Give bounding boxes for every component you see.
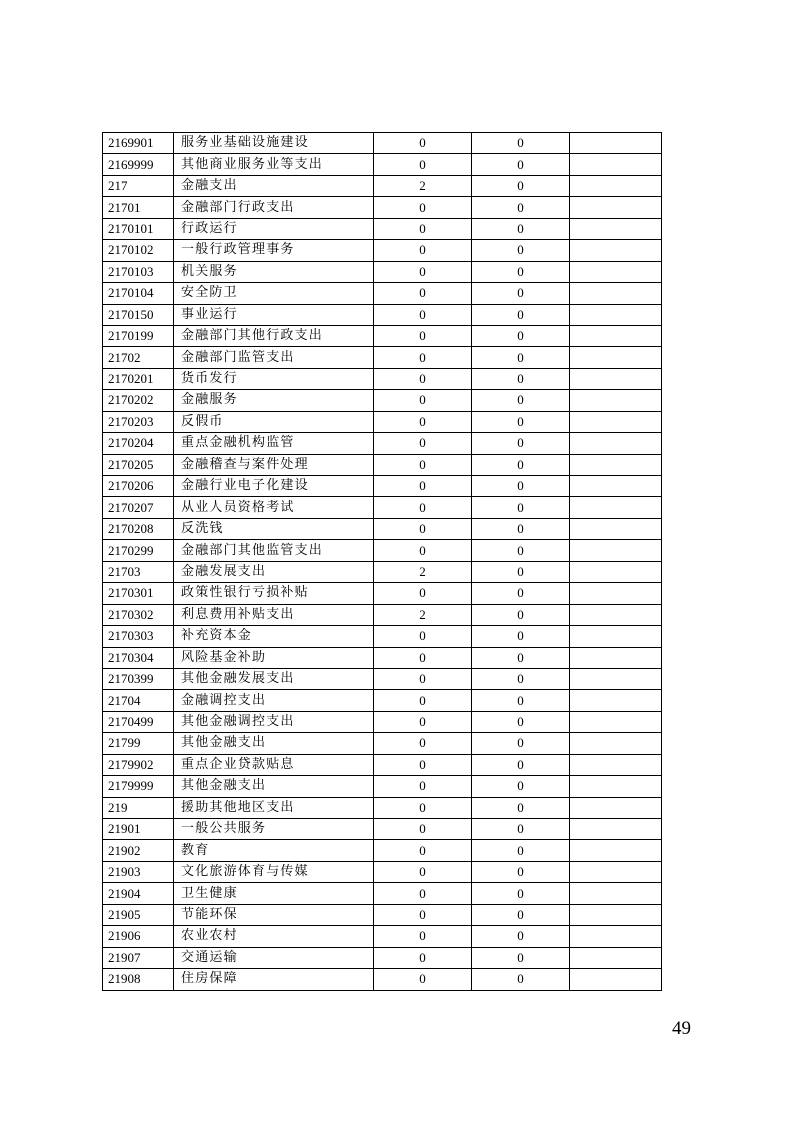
table-row	[103, 240, 662, 261]
cell-value-2: 0	[472, 583, 570, 604]
cell-value-2: 0	[472, 604, 570, 625]
cell-note	[570, 947, 662, 968]
cell-value-2: 0	[472, 218, 570, 239]
cell-value-1: 2	[374, 561, 472, 582]
table-row	[103, 904, 662, 925]
cell-name: 节能环保	[174, 904, 374, 925]
cell-name: 文化旅游体育与传媒	[174, 861, 374, 882]
table-row	[103, 347, 662, 368]
cell-value-2: 0	[472, 711, 570, 732]
cell-name: 其他金融调控支出	[174, 711, 374, 732]
cell-value-1: 2	[374, 175, 472, 196]
cell-value-2: 0	[472, 733, 570, 754]
cell-name: 一般公共服务	[174, 819, 374, 840]
cell-value-1: 0	[374, 390, 472, 411]
table-row	[103, 733, 662, 754]
cell-code: 2170206	[103, 476, 174, 497]
cell-name: 货币发行	[174, 368, 374, 389]
cell-note	[570, 583, 662, 604]
cell-note	[570, 476, 662, 497]
cell-value-2: 0	[472, 454, 570, 475]
cell-note	[570, 926, 662, 947]
cell-name: 金融部门其他监管支出	[174, 540, 374, 561]
cell-name: 其他商业服务业等支出	[174, 154, 374, 175]
cell-value-1: 0	[374, 861, 472, 882]
cell-name: 金融部门监管支出	[174, 347, 374, 368]
cell-note	[570, 883, 662, 904]
cell-code: 2170301	[103, 583, 174, 604]
cell-note	[570, 518, 662, 539]
table-row	[103, 926, 662, 947]
cell-value-1: 0	[374, 647, 472, 668]
budget-table-body	[103, 133, 662, 991]
cell-value-2: 0	[472, 368, 570, 389]
cell-note	[570, 754, 662, 775]
cell-code: 2170103	[103, 261, 174, 282]
cell-name: 卫生健康	[174, 883, 374, 904]
cell-value-1: 0	[374, 733, 472, 754]
cell-value-2: 0	[472, 690, 570, 711]
cell-value-1: 0	[374, 904, 472, 925]
cell-value-1: 0	[374, 840, 472, 861]
cell-value-1: 0	[374, 518, 472, 539]
cell-note	[570, 497, 662, 518]
table-row	[103, 433, 662, 454]
cell-note	[570, 175, 662, 196]
budget-table	[102, 132, 662, 991]
cell-name: 重点企业贷款贴息	[174, 754, 374, 775]
cell-note	[570, 411, 662, 432]
table-row	[103, 497, 662, 518]
cell-value-2: 0	[472, 197, 570, 218]
cell-value-1: 0	[374, 154, 472, 175]
cell-name: 安全防卫	[174, 283, 374, 304]
cell-name: 金融稽查与案件处理	[174, 454, 374, 475]
cell-value-1: 0	[374, 626, 472, 647]
cell-code: 2170204	[103, 433, 174, 454]
cell-code: 21799	[103, 733, 174, 754]
cell-name: 金融服务	[174, 390, 374, 411]
cell-name: 其他金融发展支出	[174, 668, 374, 689]
cell-value-2: 0	[472, 325, 570, 346]
cell-code: 2170205	[103, 454, 174, 475]
cell-name: 金融发展支出	[174, 561, 374, 582]
cell-note	[570, 240, 662, 261]
cell-value-1: 0	[374, 583, 472, 604]
cell-value-2: 0	[472, 647, 570, 668]
cell-value-2: 0	[472, 969, 570, 990]
cell-name: 行政运行	[174, 218, 374, 239]
table-row	[103, 797, 662, 818]
cell-note	[570, 604, 662, 625]
table-row	[103, 561, 662, 582]
table-row	[103, 883, 662, 904]
table-row	[103, 969, 662, 990]
table-row	[103, 175, 662, 196]
cell-code: 21704	[103, 690, 174, 711]
cell-value-1: 0	[374, 754, 472, 775]
cell-note	[570, 283, 662, 304]
table-row	[103, 626, 662, 647]
cell-value-1: 0	[374, 368, 472, 389]
cell-note	[570, 261, 662, 282]
cell-value-1: 0	[374, 411, 472, 432]
page-number: 49	[672, 1018, 691, 1039]
table-row	[103, 776, 662, 797]
table-row	[103, 218, 662, 239]
cell-value-1: 0	[374, 819, 472, 840]
cell-value-1: 0	[374, 797, 472, 818]
cell-value-2: 0	[472, 861, 570, 882]
cell-value-2: 0	[472, 411, 570, 432]
cell-code: 21902	[103, 840, 174, 861]
cell-note	[570, 797, 662, 818]
cell-code: 2170150	[103, 304, 174, 325]
cell-value-2: 0	[472, 154, 570, 175]
cell-note	[570, 154, 662, 175]
cell-value-1: 0	[374, 947, 472, 968]
cell-note	[570, 668, 662, 689]
table-row	[103, 604, 662, 625]
cell-value-2: 0	[472, 175, 570, 196]
table-row	[103, 947, 662, 968]
cell-value-1: 0	[374, 540, 472, 561]
cell-note	[570, 133, 662, 154]
cell-value-1: 0	[374, 197, 472, 218]
table-row	[103, 861, 662, 882]
table-row	[103, 840, 662, 861]
cell-value-1: 0	[374, 325, 472, 346]
cell-value-1: 0	[374, 668, 472, 689]
cell-code: 2169901	[103, 133, 174, 154]
cell-value-2: 0	[472, 497, 570, 518]
cell-value-2: 0	[472, 926, 570, 947]
cell-code: 2170304	[103, 647, 174, 668]
cell-name: 教育	[174, 840, 374, 861]
cell-note	[570, 325, 662, 346]
cell-name: 农业农村	[174, 926, 374, 947]
cell-value-1: 0	[374, 304, 472, 325]
cell-value-2: 0	[472, 283, 570, 304]
table-row	[103, 476, 662, 497]
cell-code: 2170207	[103, 497, 174, 518]
cell-value-2: 0	[472, 754, 570, 775]
cell-note	[570, 433, 662, 454]
cell-value-2: 0	[472, 668, 570, 689]
table-row	[103, 583, 662, 604]
cell-note	[570, 840, 662, 861]
cell-note	[570, 733, 662, 754]
table-row	[103, 819, 662, 840]
cell-value-1: 0	[374, 776, 472, 797]
table-row	[103, 261, 662, 282]
table-row	[103, 690, 662, 711]
cell-name: 金融部门行政支出	[174, 197, 374, 218]
cell-code: 2179902	[103, 754, 174, 775]
cell-code: 2170203	[103, 411, 174, 432]
table-row	[103, 668, 662, 689]
cell-name: 反假币	[174, 411, 374, 432]
table-row	[103, 283, 662, 304]
table-row	[103, 390, 662, 411]
cell-note	[570, 819, 662, 840]
cell-note	[570, 647, 662, 668]
cell-code: 21903	[103, 861, 174, 882]
cell-code: 21907	[103, 947, 174, 968]
cell-value-1: 0	[374, 969, 472, 990]
cell-value-2: 0	[472, 819, 570, 840]
cell-value-2: 0	[472, 883, 570, 904]
cell-code: 2170102	[103, 240, 174, 261]
table-row	[103, 454, 662, 475]
cell-value-1: 0	[374, 283, 472, 304]
cell-note	[570, 626, 662, 647]
cell-code: 2170199	[103, 325, 174, 346]
cell-note	[570, 561, 662, 582]
cell-value-1: 0	[374, 133, 472, 154]
cell-code: 2170302	[103, 604, 174, 625]
cell-code: 2170201	[103, 368, 174, 389]
cell-note	[570, 861, 662, 882]
table-row	[103, 154, 662, 175]
table-row	[103, 711, 662, 732]
cell-name: 反洗钱	[174, 518, 374, 539]
cell-value-1: 0	[374, 883, 472, 904]
cell-value-2: 0	[472, 947, 570, 968]
table-row	[103, 325, 662, 346]
cell-note	[570, 390, 662, 411]
cell-name: 利息费用补贴支出	[174, 604, 374, 625]
cell-value-1: 2	[374, 604, 472, 625]
cell-note	[570, 690, 662, 711]
cell-value-2: 0	[472, 540, 570, 561]
cell-value-2: 0	[472, 390, 570, 411]
cell-value-2: 0	[472, 840, 570, 861]
table-row	[103, 133, 662, 154]
cell-note	[570, 368, 662, 389]
cell-code: 21906	[103, 926, 174, 947]
cell-value-1: 0	[374, 347, 472, 368]
cell-value-2: 0	[472, 133, 570, 154]
cell-value-2: 0	[472, 776, 570, 797]
cell-value-1: 0	[374, 476, 472, 497]
cell-name: 从业人员资格考试	[174, 497, 374, 518]
table-row	[103, 540, 662, 561]
cell-code: 217	[103, 175, 174, 196]
cell-name: 机关服务	[174, 261, 374, 282]
cell-note	[570, 197, 662, 218]
cell-value-2: 0	[472, 476, 570, 497]
table-row	[103, 754, 662, 775]
cell-name: 重点金融机构监管	[174, 433, 374, 454]
cell-value-2: 0	[472, 561, 570, 582]
cell-code: 2170202	[103, 390, 174, 411]
cell-value-1: 0	[374, 690, 472, 711]
cell-note	[570, 304, 662, 325]
cell-note	[570, 454, 662, 475]
cell-code: 21905	[103, 904, 174, 925]
cell-name: 服务业基础设施建设	[174, 133, 374, 154]
table-row	[103, 647, 662, 668]
cell-value-1: 0	[374, 240, 472, 261]
cell-value-2: 0	[472, 626, 570, 647]
cell-name: 金融部门其他行政支出	[174, 325, 374, 346]
cell-value-2: 0	[472, 347, 570, 368]
cell-note	[570, 347, 662, 368]
cell-name: 一般行政管理事务	[174, 240, 374, 261]
cell-name: 其他金融支出	[174, 733, 374, 754]
cell-value-1: 0	[374, 261, 472, 282]
cell-value-1: 0	[374, 711, 472, 732]
cell-value-2: 0	[472, 904, 570, 925]
cell-code: 2170303	[103, 626, 174, 647]
cell-note	[570, 969, 662, 990]
cell-value-2: 0	[472, 797, 570, 818]
table-row	[103, 304, 662, 325]
cell-note	[570, 540, 662, 561]
cell-code: 21901	[103, 819, 174, 840]
cell-code: 2170399	[103, 668, 174, 689]
cell-value-2: 0	[472, 518, 570, 539]
cell-note	[570, 776, 662, 797]
cell-value-1: 0	[374, 218, 472, 239]
cell-code: 2169999	[103, 154, 174, 175]
cell-code: 21702	[103, 347, 174, 368]
cell-name: 政策性银行亏损补贴	[174, 583, 374, 604]
cell-name: 补充资本金	[174, 626, 374, 647]
cell-name: 金融调控支出	[174, 690, 374, 711]
cell-value-1: 0	[374, 497, 472, 518]
cell-code: 2170499	[103, 711, 174, 732]
cell-code: 21908	[103, 969, 174, 990]
cell-value-1: 0	[374, 433, 472, 454]
cell-code: 2170101	[103, 218, 174, 239]
cell-value-2: 0	[472, 304, 570, 325]
table-row	[103, 368, 662, 389]
cell-name: 金融行业电子化建设	[174, 476, 374, 497]
cell-value-1: 0	[374, 926, 472, 947]
cell-value-2: 0	[472, 433, 570, 454]
cell-value-1: 0	[374, 454, 472, 475]
cell-code: 2170208	[103, 518, 174, 539]
table-row	[103, 197, 662, 218]
cell-name: 其他金融支出	[174, 776, 374, 797]
cell-note	[570, 711, 662, 732]
cell-name: 风险基金补助	[174, 647, 374, 668]
cell-name: 事业运行	[174, 304, 374, 325]
cell-value-2: 0	[472, 261, 570, 282]
cell-name: 交通运输	[174, 947, 374, 968]
cell-name: 金融支出	[174, 175, 374, 196]
cell-code: 21701	[103, 197, 174, 218]
table-row	[103, 518, 662, 539]
cell-code: 2170104	[103, 283, 174, 304]
cell-note	[570, 904, 662, 925]
cell-note	[570, 218, 662, 239]
table-row	[103, 411, 662, 432]
cell-value-2: 0	[472, 240, 570, 261]
cell-code: 21904	[103, 883, 174, 904]
cell-code: 21703	[103, 561, 174, 582]
cell-name: 住房保障	[174, 969, 374, 990]
cell-code: 2179999	[103, 776, 174, 797]
cell-code: 2170299	[103, 540, 174, 561]
cell-code: 219	[103, 797, 174, 818]
cell-name: 援助其他地区支出	[174, 797, 374, 818]
